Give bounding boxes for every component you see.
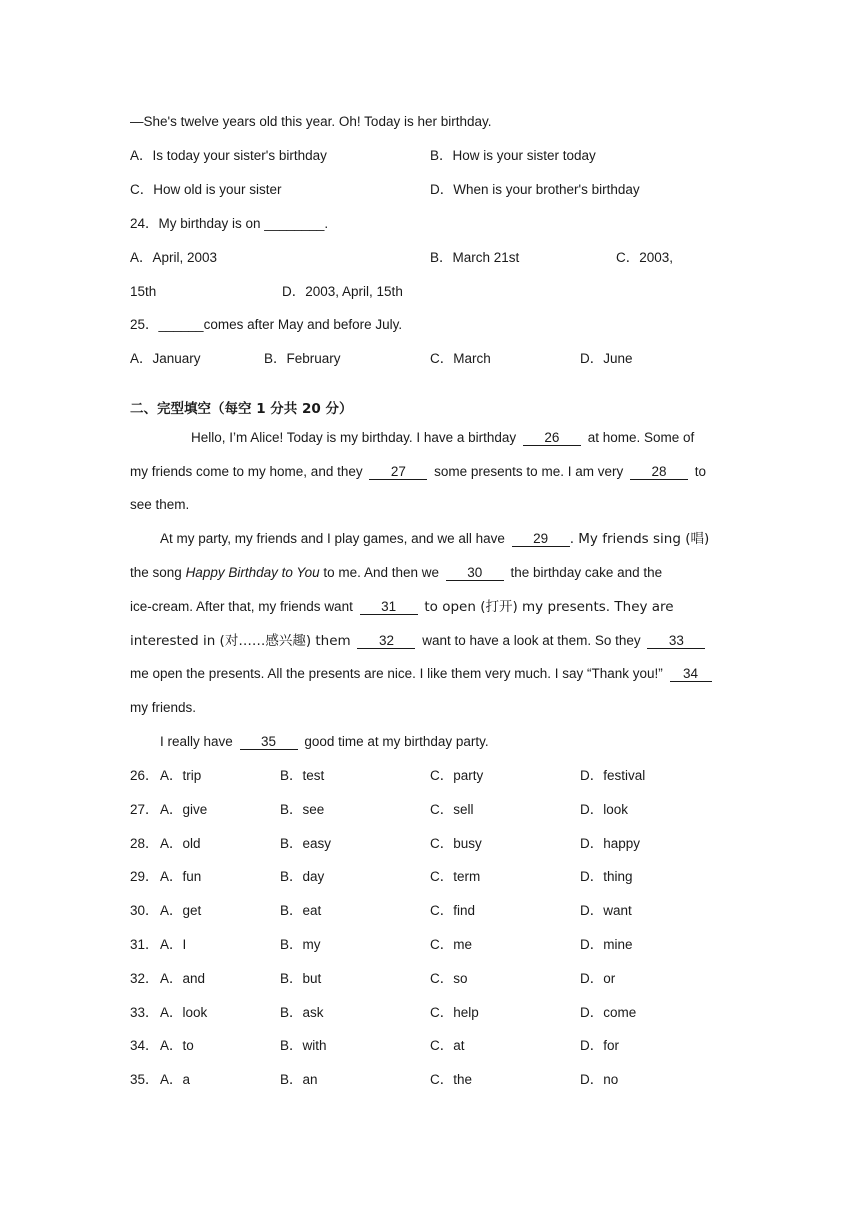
- passage-line-7: [130, 632, 708, 650]
- passage-text: to me. And then we: [323, 565, 439, 580]
- option-c: C．find: [430, 903, 476, 918]
- option-a: A．give: [160, 802, 208, 817]
- passage-line-9: my friends.: [130, 700, 197, 715]
- option-c: C．busy: [430, 836, 482, 851]
- option-d: D．no: [580, 1072, 619, 1087]
- passage-text: my friends come to my home, and they: [130, 464, 363, 479]
- passage-line-6: [130, 598, 674, 616]
- blank-27: 27: [369, 464, 427, 480]
- passage-text: some presents to me. I am very: [434, 464, 624, 479]
- passage-text: good time at my birthday party.: [304, 734, 489, 749]
- blank-33: 33: [647, 633, 705, 649]
- option-c: C．sell: [430, 802, 474, 817]
- q23-option-a: A．Is today your sister's birthday: [130, 148, 327, 163]
- blank-29: 29: [512, 531, 570, 547]
- passage-text: Hello, I’m Alice! Today is my birthday. I have a birthday: [191, 430, 517, 445]
- q24-stem: 24．My birthday is on ________.: [130, 216, 329, 231]
- passage-text: the birthday cake and the: [510, 565, 663, 580]
- option-b: B．ask: [280, 1005, 324, 1020]
- option-a: A．fun: [160, 869, 202, 884]
- passage-line-10: [160, 733, 489, 751]
- option-d: D．come: [580, 1005, 637, 1020]
- q24-option-c: C．2003,: [616, 250, 674, 265]
- passage-text: the song: [130, 565, 182, 580]
- option-a: A．get: [160, 903, 202, 918]
- passage-line-5: [130, 564, 662, 582]
- option-a: A．to: [160, 1038, 194, 1053]
- option-c: C．me: [430, 937, 473, 952]
- option-d: D．thing: [580, 869, 633, 884]
- passage-text: to: [694, 464, 707, 479]
- passage-line-1: [191, 429, 694, 447]
- q25-option-b: B．February: [264, 351, 341, 366]
- passage-text: want to have a look at them. So they: [422, 633, 641, 648]
- passage-text: . My friends sing (唱): [569, 531, 710, 547]
- q23-option-c: C．How old is your sister: [130, 182, 282, 197]
- passage-line-4: [160, 530, 709, 548]
- blank-31: 31: [360, 599, 418, 615]
- q24-option-d: D．2003, April, 15th: [282, 284, 403, 299]
- passage-text: At my party, my friends and I play games, and we all have: [160, 531, 505, 546]
- option-c: C．help: [430, 1005, 479, 1020]
- q24-option-a: A．April, 2003: [130, 250, 218, 265]
- option-b: B．test: [280, 768, 325, 783]
- option-a: A．I: [160, 937, 187, 952]
- option-number: 29．: [130, 869, 159, 884]
- passage-text: ice-cream. After that, my friends want: [130, 599, 353, 614]
- option-d: D．or: [580, 971, 616, 986]
- option-b: B．an: [280, 1072, 318, 1087]
- passage-text: to open (打开) my presents. They are: [424, 599, 674, 615]
- q25-option-c: C．March: [430, 351, 491, 366]
- option-c: C．the: [430, 1072, 473, 1087]
- q23-option-d: D．When is your brother's birthday: [430, 182, 640, 197]
- option-a: A．trip: [160, 768, 202, 783]
- blank-34: 34: [670, 666, 712, 682]
- option-c: C．term: [430, 869, 481, 884]
- passage-text: at home. Some of: [587, 430, 695, 445]
- option-d: D．festival: [580, 768, 646, 783]
- blank-35: 35: [240, 734, 298, 750]
- option-number: 33．: [130, 1005, 159, 1020]
- option-b: B．with: [280, 1038, 327, 1053]
- option-a: A．look: [160, 1005, 208, 1020]
- option-d: D．for: [580, 1038, 620, 1053]
- passage-line-2: [130, 463, 706, 481]
- q25-stem: 25．______comes after May and before July.: [130, 317, 403, 332]
- blank-32: 32: [357, 633, 415, 649]
- option-c: C．at: [430, 1038, 465, 1053]
- option-d: D．happy: [580, 836, 641, 851]
- q24-option-b: B．March 21st: [430, 250, 520, 265]
- section-title: 二、完型填空（每空 1 分共 20 分）: [130, 401, 353, 417]
- option-number: 27．: [130, 802, 159, 817]
- option-a: A．a: [160, 1072, 191, 1087]
- option-d: D．look: [580, 802, 629, 817]
- passage-line-3: see them.: [130, 497, 190, 512]
- passage-text: I really have: [160, 734, 233, 749]
- option-b: B．easy: [280, 836, 332, 851]
- option-b: B．day: [280, 869, 325, 884]
- option-number: 28．: [130, 836, 159, 851]
- option-d: D．want: [580, 903, 632, 918]
- option-number: 35．: [130, 1072, 159, 1087]
- option-number: 30．: [130, 903, 159, 918]
- song-title: Happy Birthday to You: [185, 565, 320, 580]
- q23-answer-line: —She's twelve years old this year. Oh! Today is her birthday.: [130, 114, 492, 129]
- option-number: 31．: [130, 937, 159, 952]
- option-c: C．party: [430, 768, 484, 783]
- option-number: 34．: [130, 1038, 159, 1053]
- option-a: A．old: [160, 836, 201, 851]
- q25-option-a: A．January: [130, 351, 201, 366]
- option-number: 32．: [130, 971, 159, 986]
- option-b: B．but: [280, 971, 322, 986]
- option-b: B．my: [280, 937, 321, 952]
- option-a: A．and: [160, 971, 206, 986]
- q25-option-d: D．June: [580, 351, 633, 366]
- passage-text: me open the presents. All the presents are nice. I like them very much. I say “Thank you!”: [130, 666, 663, 681]
- option-d: D．mine: [580, 937, 633, 952]
- option-c: C．so: [430, 971, 468, 986]
- blank-26: 26: [523, 430, 581, 446]
- passage-line-8: [130, 665, 715, 683]
- option-b: B．eat: [280, 903, 322, 918]
- q23-option-b: B．How is your sister today: [430, 148, 596, 163]
- blank-28: 28: [630, 464, 688, 480]
- option-b: B．see: [280, 802, 325, 817]
- option-number: 26．: [130, 768, 159, 783]
- blank-30: 30: [446, 565, 504, 581]
- q24-option-c-continued: 15th: [130, 284, 157, 299]
- passage-text: interested in (对……感兴趣) them: [130, 633, 351, 649]
